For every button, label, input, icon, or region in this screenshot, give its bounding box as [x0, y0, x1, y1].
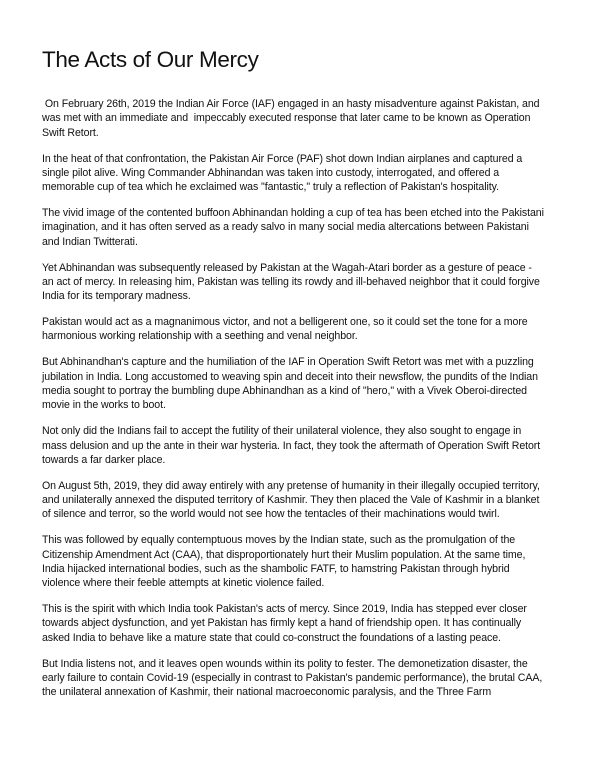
document-title: The Acts of Our Mercy [42, 47, 259, 72]
paragraph-8: On August 5th, 2019, they did away entirely with any pretense of humanity in their illegally occupied territory, and unilaterally annexed the disputed territory of Kashmir. They then placed the Vale of Kashmir in a blanket of silence and terror, so the world would not see how the tentacles of their machinations would twirl. [42, 479, 540, 521]
paragraph-10: This is the spirit with which India took Pakistan's acts of mercy. Since 2019, India has stepped ever closer towards abject dysfunction, and yet Pakistan has firmly kept a hand of friendship open. It has continually asked India to behave like a mature state that could co-construct the foundations of a lasting peace. [42, 603, 527, 644]
paragraph-2: In the heat of that confrontation, the Pakistan Air Force (PAF) shot down Indian airplanes and captured a single pilot alive. Wing Commander Abhinandan was taken into custody, interrogated, and offered a memorable cup of tea which he exclaimed was "fantastic," truly a reflection of Pakistan's hospitality. [42, 152, 523, 194]
paragraph-6: But Abhinandhan's capture and the humiliation of the IAF in Operation Swift Retort was met with a puzzling jubilation in India. Long accustomed to weaving spin and deceit into their newsflow, the pundits of the Indian media sought to portray the bumbling dupe Abhinandhan as a kind of "hero," with a Vivek Oberoi-directed movie in the works to boot. [42, 356, 538, 412]
paragraph-9: This was followed by equally contemptuous moves by the Indian state, such as the promulgation of the Citizenship Amendment Act (CAA), that disproportionately hurt their Muslim population. At the same time, India hijacked international bodies, such as the shambolic FATF, to hamstring Pakistan through hybrid violence where their feeble attempts at kinetic violence failed. [42, 534, 526, 590]
paragraph-3: The vivid image of the contented buffoon Abhinandan holding a cup of tea has been etched into the Pakistani imagination, and it has often served as a ready salvo in many social media altercations between Pakistani and Indian Twitterati. [42, 207, 544, 248]
paragraph-11: But India listens not, and it leaves open wounds within its polity to fester. The demonetization disaster, the early failure to contain Covid-19 (especially in contrast to Pakistan's pandemic performance), the brutal CAA, the unilateral annexation of Kashmir, their national macroeconomic paralysis, and the Three Farm [42, 657, 543, 699]
paragraph-1: On February 26th, 2019 the Indian Air Force (IAF) engaged in an hasty misadventure against Pakistan, and was met with an immediate and impeccably executed response that later came to be known as Operation Swift Retort. [42, 98, 543, 139]
paragraph-4: Yet Abhinandan was subsequently released by Pakistan at the Wagah-Atari border as a gesture of peace - an act of mercy. In releasing him, Pakistan was telling its rowdy and ill-behaved neighbor that it could forgive India for its temporary madness. [42, 261, 540, 303]
paragraph-7: Not only did the Indians fail to accept the futility of their unilateral violence, they also sought to engage in mass delusion and up the ante in their war hysteria. In fact, they took the aftermath of Operation Swift Retort towards a far darker place. [42, 425, 541, 466]
paragraph-5: Pakistan would act as a magnanimous victor, and not a belligerent one, so it could set the tone for a more harmonious working relationship with a seething and venal neighbor. [42, 316, 528, 343]
